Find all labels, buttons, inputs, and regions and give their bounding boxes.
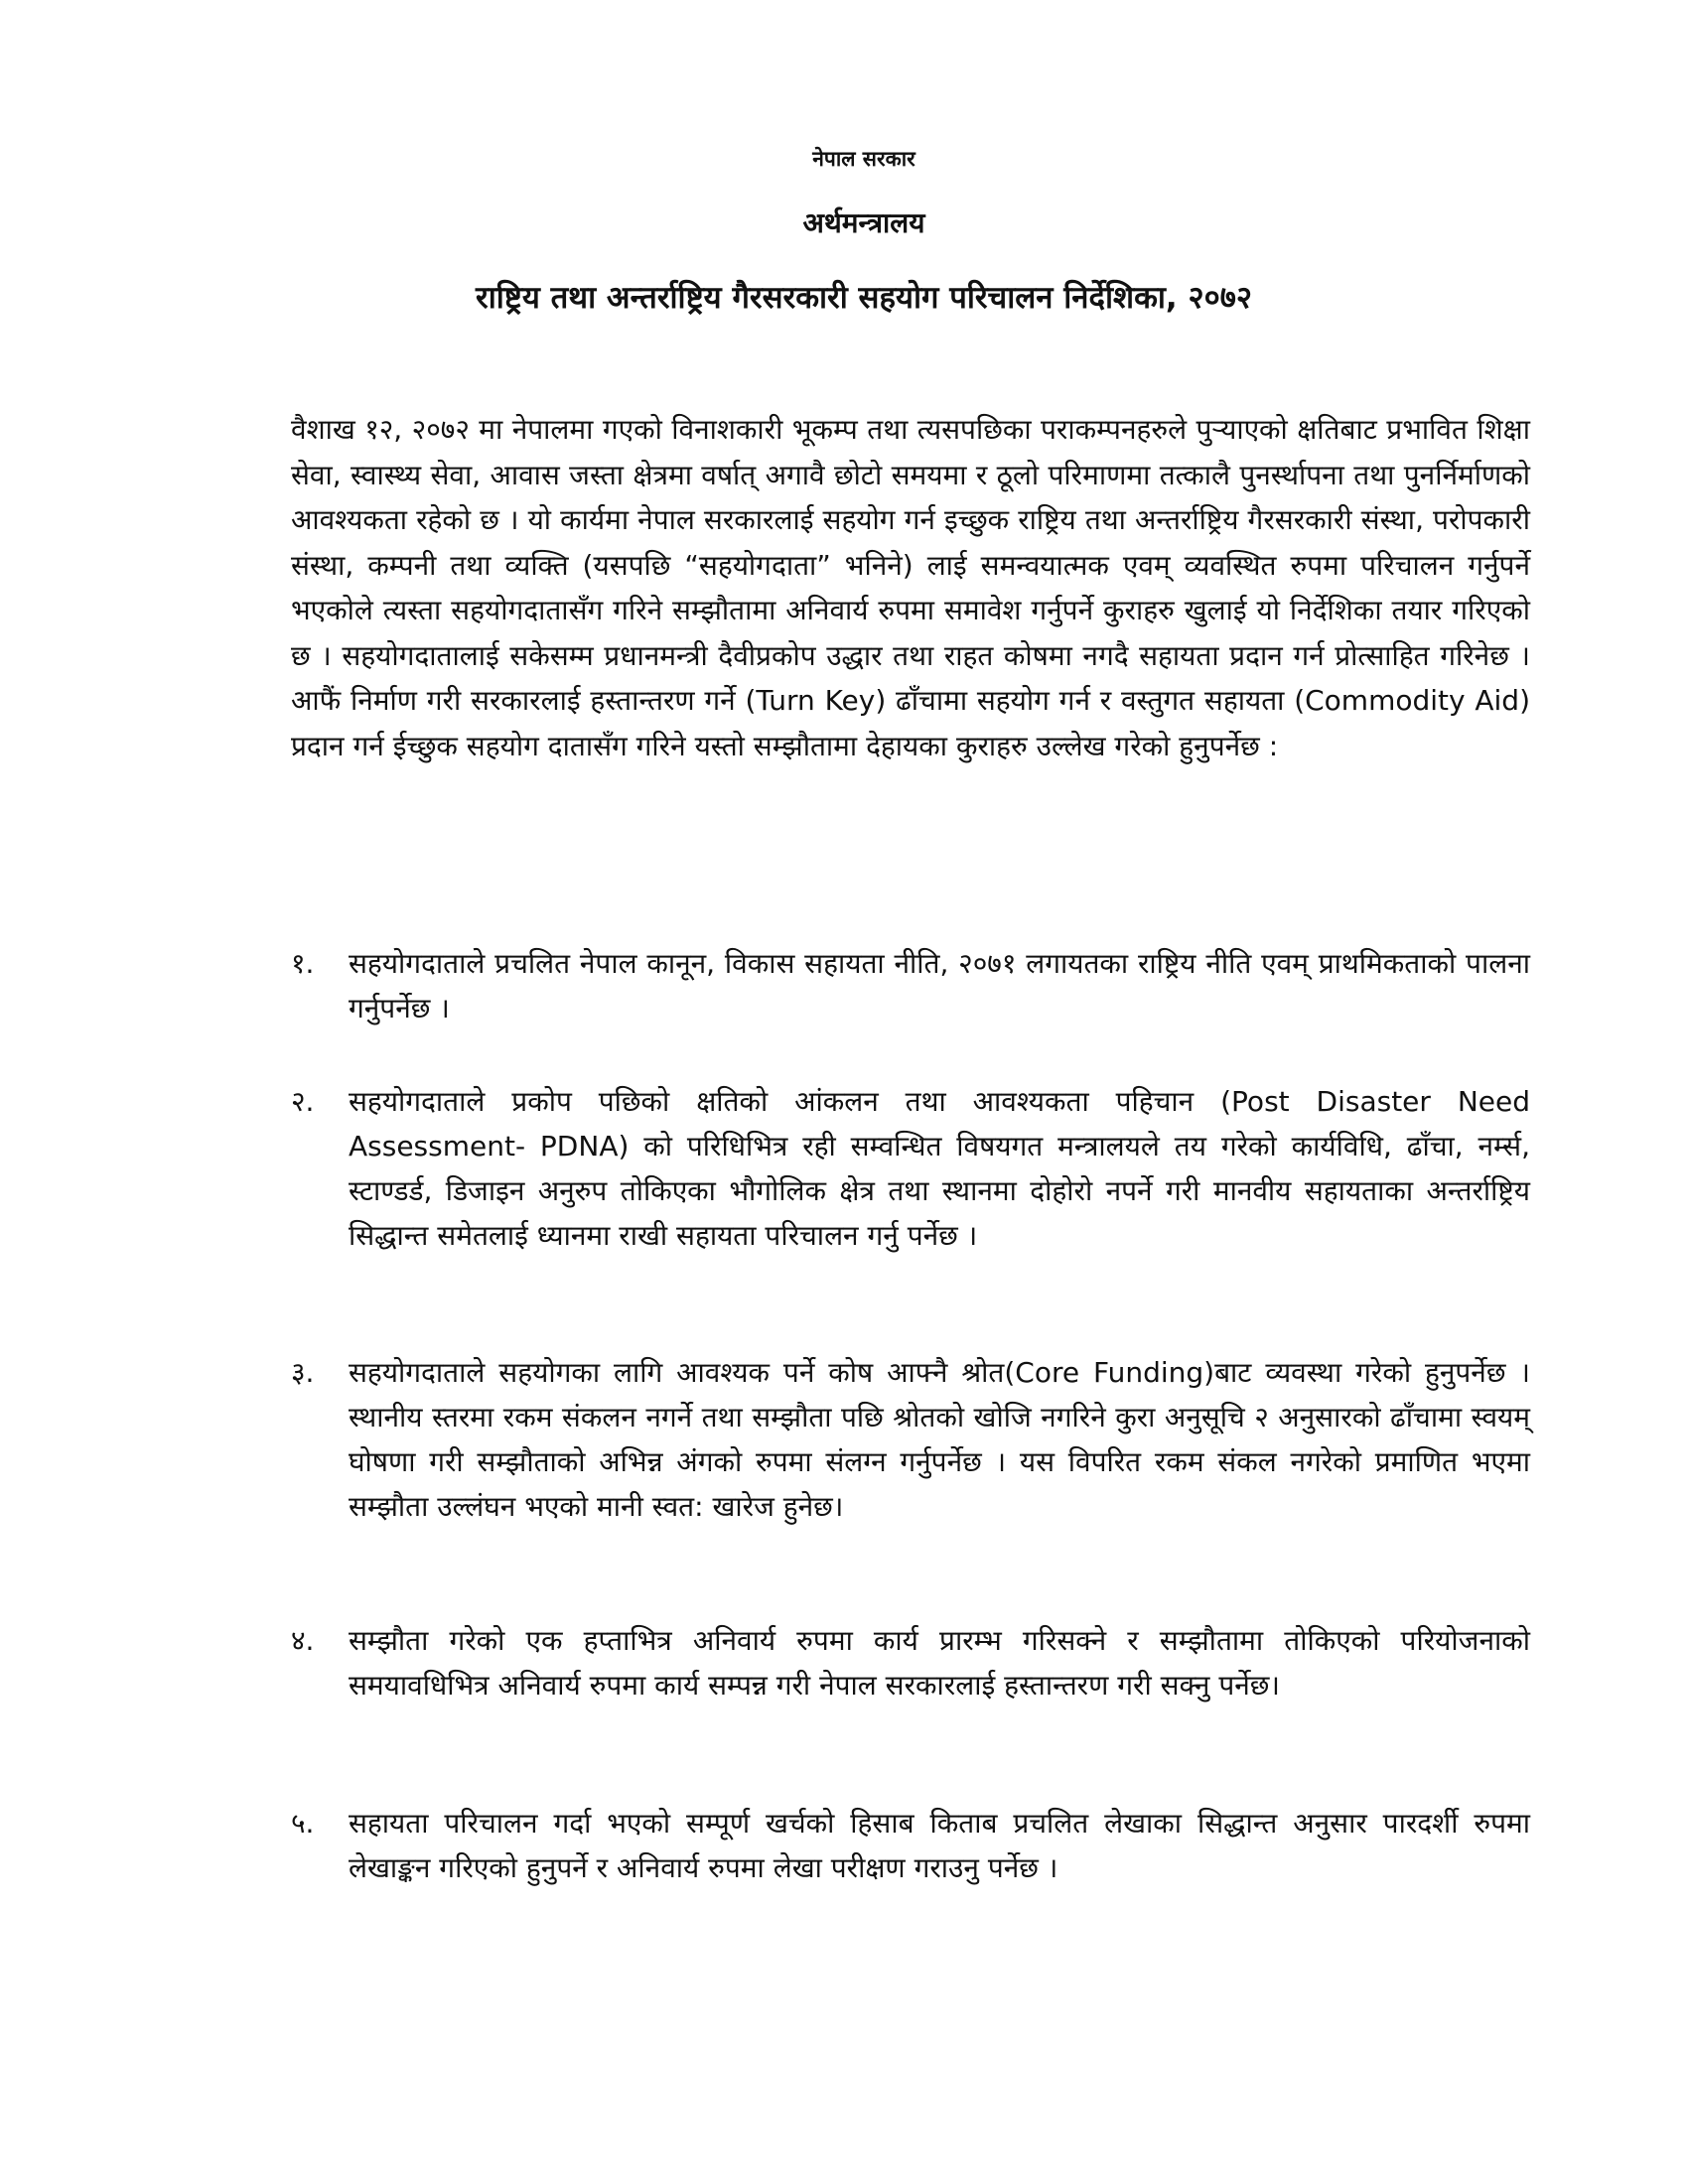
list-item-number: ४.	[291, 1624, 315, 1657]
list-item-text: सहयोगदाताले प्रकोप पछिको क्षतिको आंकलन तथा आवश्यकता पहिचान (Post Disaster Need Assessment- PDNA) को परिधिभित्र रही सम्वन्धित विषयगत मन्त्रालयले तय गरेको कार्यविधि, ढाँचा, नर्म्स, स्टाण्डर्ड, डिजाइन अनुरुप तोकिएका भौगोलिक क्षेत्र तथा स्थानमा दोहोरो नपर्ने गरी मानवीय सहायताका अन्तर्राष्ट्रिय सिद्धान्त समेतलाई ध्यानमा राखी सहायता परिचालन गर्नु पर्नेछ ।	[349, 1085, 1530, 1252]
intro-paragraph: वैशाख १२, २०७२ मा नेपालमा गएको विनाशकारी भूकम्प तथा त्यसपछिका पराकम्पनहरुले पुऱ्याएको क्षतिबाट प्रभावित शिक्षा सेवा, स्वास्थ्य सेवा, आवास जस्ता क्षेत्रमा वर्षात् अगावै छोटो समयमा र ठूलो परिमाणमा तत्कालै पुनर्स्थापना तथा पुनर्निर्माणको आवश्यकता रहेको छ । यो कार्यमा नेपाल सरकारलाई सहयोग गर्न इच्छुक राष्ट्रिय तथा अन्तर्राष्ट्रिय गैरसरकारी संस्था, परोपकारी संस्था, कम्पनी तथा व्यक्ति (यसपछि “सहयोगदाता” भनिने) लाई समन्वयात्मक एवम् व्यवस्थित रुपमा परिचालन गर्नुपर्ने भएकोले त्यस्ता सहयोगदातासँग गरिने सम्झौतामा अनिवार्य रुपमा समावेश गर्नुपर्ने कुराहरु खुलाई यो निर्देशिका तयार गरिएको छ । सहयोगदातालाई सकेसम्म प्रधानमन्त्री दैवीप्रकोप उद्धार तथा राहत कोषमा नगदै सहायता प्रदान गर्न प्रोत्साहित गरिनेछ । आफैं निर्माण गरी सरकारलाई हस्तान्तरण गर्ने (Turn Key) ढाँचामा सहयोग गर्न र वस्तुगत सहायता (Commodity Aid) प्रदान गर्न ईच्छुक सहयोग दातासँग गरिने यस्तो सम्झौतामा देहायका कुराहरु उल्लेख गरेको हुनुपर्नेछ :	[291, 413, 1530, 762]
list-item	[291, 1079, 1530, 1258]
list-item	[291, 1350, 1530, 1529]
list-item	[291, 1801, 1530, 1890]
list-item	[291, 1618, 1530, 1707]
ministry-heading: अर्थमन्त्रालय	[802, 206, 925, 239]
list-item	[291, 941, 1530, 1030]
list-item-number: ३.	[291, 1356, 315, 1389]
list-item-text: सहायता परिचालन गर्दा भएको सम्पूर्ण खर्चको हिसाब किताब प्रचलित लेखाका सिद्धान्त अनुसार पारदर्शी रुपमा लेखाङ्कन गरिएको हुनुपर्ने र अनिवार्य रुपमा लेखा परीक्षण गराउनु पर्नेछ ।	[349, 1807, 1530, 1884]
list-item-text: सहयोगदाताले सहयोगका लागि आवश्यक पर्ने कोष आफ्नै श्रोत(Core Funding)बाट व्यवस्था गरेको हुनुपर्नेछ । स्थानीय स्तरमा रकम संकलन नगर्ने तथा सम्झौता पछि श्रोतको खोजि नगरिने कुरा अनुसूचि २ अनुसारको ढाँचामा स्वयम् घोषणा गरी सम्झौताको अभिन्न अंगको रुपमा संलग्न गर्नुपर्नेछ । यस विपरित रकम संकल नगरेको प्रमाणित भएमा सम्झौता उल्लंघन भएको मानी स्वत: खारेज हुनेछ।	[349, 1356, 1530, 1523]
list-item-number: ५.	[291, 1807, 315, 1840]
government-heading: नेपाल सरकार	[812, 147, 915, 171]
list-item-text: सहयोगदाताले प्रचलित नेपाल कानून, विकास सहायता नीति, २०७१ लगायतका राष्ट्रिय नीति एवम् प्राथमिकताको पालना गर्नुपर्नेछ ।	[349, 947, 1530, 1024]
list-item-number: २.	[291, 1085, 315, 1118]
list-item-text: सम्झौता गरेको एक हप्ताभित्र अनिवार्य रुपमा कार्य प्रारम्भ गरिसक्ने र सम्झौतामा तोकिएको परियोजनाको समयावधिभित्र अनिवार्य रुपमा कार्य सम्पन्न गरी नेपाल सरकारलाई हस्तान्तरण गरी सक्नु पर्नेछ।	[349, 1624, 1530, 1702]
list-item-number: १.	[291, 947, 315, 980]
document-title: राष्ट्रिय तथा अन्तर्राष्ट्रिय गैरसरकारी सहयोग परिचालन निर्देशिका, २०७२	[476, 280, 1252, 316]
